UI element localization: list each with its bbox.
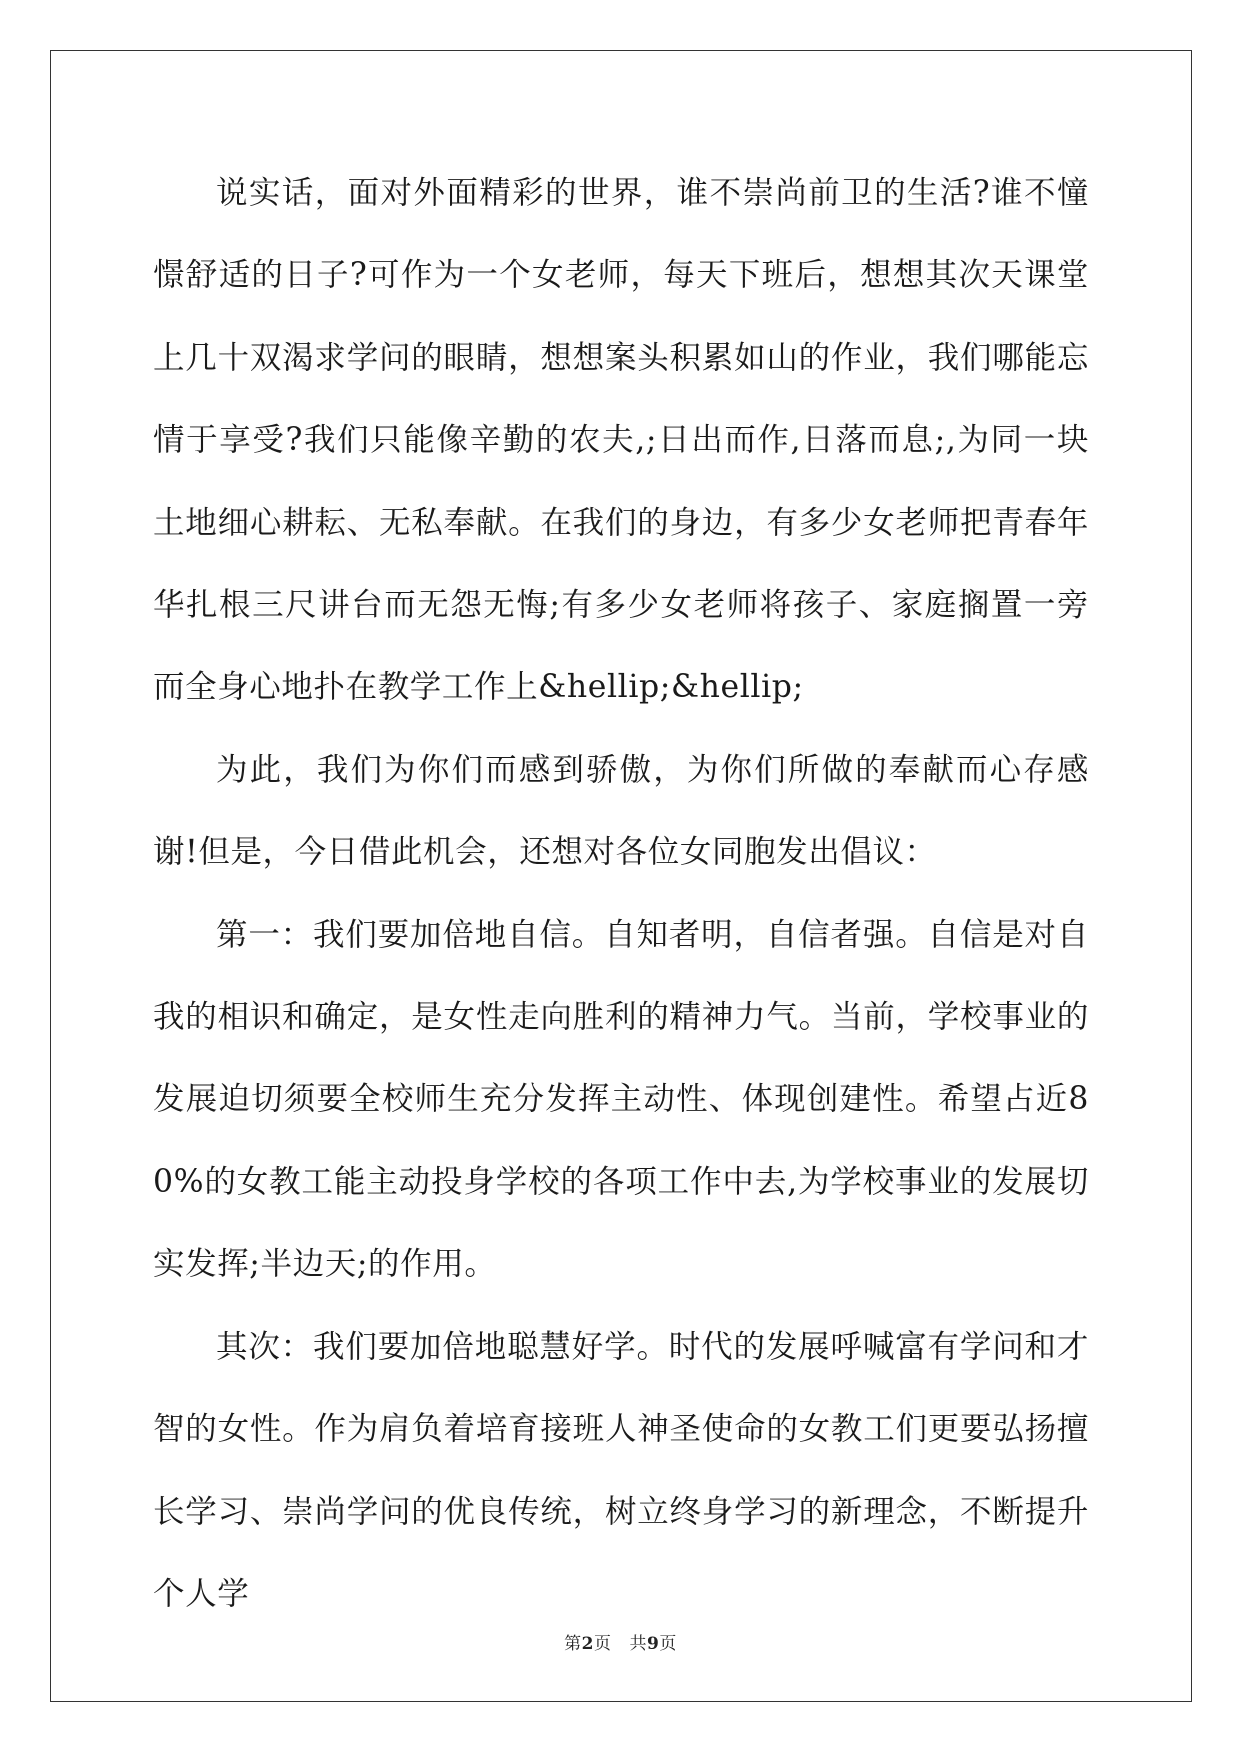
total-prefix: 共 — [629, 1634, 647, 1654]
page-footer — [0, 1629, 1241, 1654]
page-suffix: 页 — [594, 1634, 612, 1654]
page-prefix: 第 — [564, 1634, 582, 1654]
paragraph-1: 说实话，面对外面精彩的世界，谁不崇尚前卫的生活?谁不憧憬舒适的日子?可作为一个女老师，每天下班后，想想其次天课堂上几十双渴求学问的眼睛，想想案头积累如山的作业，我们哪能忘情于享受?我们只能像辛勤的农夫,;日出而作,日落而息;,为同一块土地细心耕耘、无私奉献。在我们的身边，有多少女老师把青春年华扎根三尺讲台而无怨无悔;有多少女老师将孩子、家庭搁置一旁而全身心地扑在教学工作上&hellip;&hellip; — [153, 175, 1089, 706]
total-suffix: 页 — [659, 1634, 677, 1654]
paragraph-2: 为此，我们为你们而感到骄傲，为你们所做的奉献而心存感谢!但是，今日借此机会，还想对各位女同胞发出倡议： — [153, 751, 1089, 871]
paragraph-3: 第一：我们要加倍地自信。自知者明，自信者强。自信是对自我的相识和确定，是女性走向胜利的精神力气。当前，学校事业的发展迫切须要全校师生充分发挥主动性、体现创建性。希望占近80%的女教工能主动投身学校的各项工作中去,为学校事业的发展切实发挥;半边天;的作用。 — [153, 916, 1089, 1283]
document-body — [153, 152, 1089, 1635]
page-number: 2 — [581, 1634, 594, 1654]
total-pages: 9 — [647, 1634, 660, 1654]
paragraph-4: 其次：我们要加倍地聪慧好学。时代的发展呼喊富有学问和才智的女性。作为肩负着培育接班人神圣使命的女教工们更要弘扬擅长学习、崇尚学问的优良传统，树立终身学习的新理念，不断提升个人学 — [153, 1328, 1089, 1612]
